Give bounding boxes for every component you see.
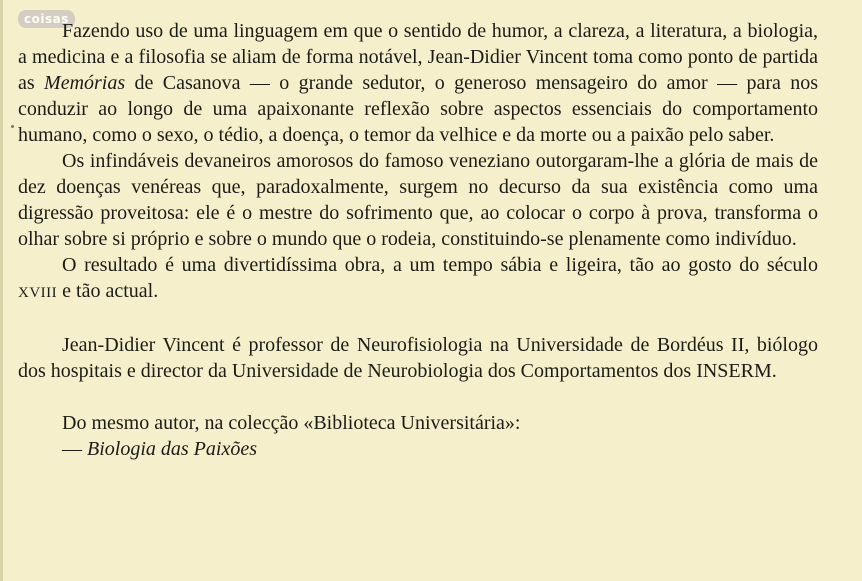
book-title-biologia: Biologia das Paixões (87, 438, 257, 460)
page-edge (0, 0, 3, 581)
intro-p3-start: O resultado é uma divertidíssima obra, a um tempo sábia e ligeira, tão ao gosto do século (62, 254, 818, 276)
author-bio: Jean-Didier Vincent é professor de Neurofisiologia na Universidade de Bordéus II, biólogo dos hospitais e director da Universidade de Neurobiologia dos Comportamentos dos INSERM. (18, 334, 818, 382)
collection-book-line (18, 436, 818, 462)
intro-p3-tail (18, 280, 158, 302)
century-numeral: XVIII (18, 285, 58, 301)
book-title-memorias: Memórias (44, 72, 126, 94)
intro-paragraph-1 (18, 18, 818, 148)
intro-p1-start: Fazendo uso de uma linguagem em que o sentido de humor, a clareza, a literatura, a biologia, a medicina e a filosofia se aliam de forma notável, Jean-Didier Vincent toma como ponto de partida as (18, 20, 818, 94)
watermark-badge: coisas (18, 10, 75, 28)
spacer (18, 306, 818, 332)
intro-p1-end: de Casanova — o grande sedutor, o generoso mensageiro do amor — para nos conduzir ao longo de uma apaixonante reflexão sobre aspectos essenciais do comportamento humano, como o sexo, o tédio, a doença, o temor da velhice e da morte ou a paixão pelo saber. (18, 72, 818, 146)
em-dash: — (62, 438, 87, 460)
intro-p3-end: e tão actual. (57, 280, 159, 302)
intro-paragraph-2: Os infindáveis devaneiros amorosos do famoso veneziano outorgaram-lhe a glória de mais de dez doenças venéreas que, paradoxalmente, surgem no decurso da sua existência como uma digressão proveitosa: ele é o mestre do sofrimento que, ao colocar o corpo à prova, transforma o olhar sobre si próprio e sobre o mundo que o rodeia, constituindo-se plenamente como indivíduo. (18, 150, 818, 250)
spacer (18, 384, 818, 410)
print-speck (11, 125, 14, 128)
collection-label: Do mesmo autor, na colecção «Biblioteca Universitária»: (62, 412, 521, 434)
intro-paragraph-3 (18, 252, 818, 306)
blurb-text (18, 18, 818, 462)
